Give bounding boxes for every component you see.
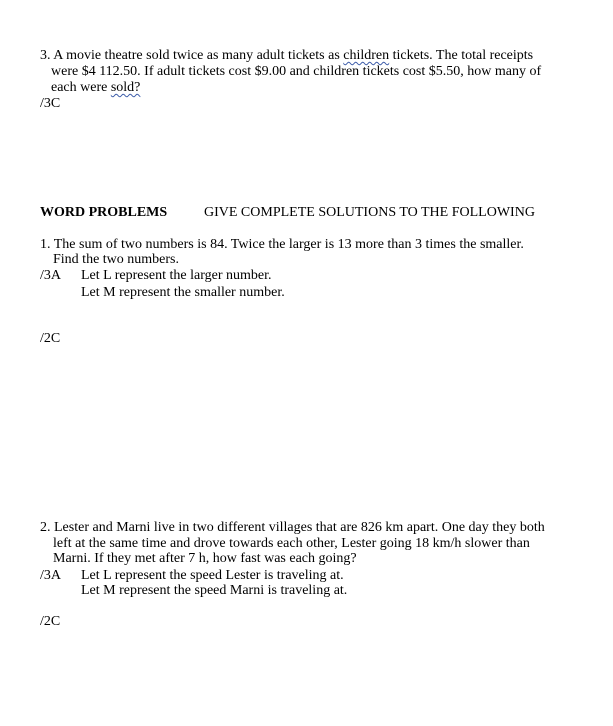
problem-2-let-m: Let M represent the speed Marni is traveling at.	[81, 583, 348, 598]
problem-1-line-2: Find the two numbers.	[53, 252, 179, 267]
problem-1-let-m: Let M represent the smaller number.	[81, 285, 285, 300]
problem-3-text-end: each were	[51, 80, 111, 95]
problem-3-line-3	[51, 80, 140, 96]
problem-1-mark-c: /2C	[40, 331, 61, 346]
problem-2-mark-a: /3A	[40, 568, 61, 583]
problem-2-let-l: Let L represent the speed Lester is traveling at.	[81, 568, 344, 583]
problem-1-let-l: Let L represent the larger number.	[81, 268, 272, 283]
section-instruction: GIVE COMPLETE SOLUTIONS TO THE FOLLOWING	[204, 205, 535, 220]
problem-2-line-1: 2. Lester and Marni live in two different villages that are 826 km apart. One day they both	[40, 520, 545, 535]
problem-3-text-cont: tickets. The total receipts	[389, 48, 534, 63]
problem-3-text: 3. A movie theatre sold twice as many adult tickets as	[40, 48, 344, 63]
problem-2-line-3: Marni. If they met after 7 h, how fast was each going?	[53, 551, 357, 566]
problem-1-line-1: 1. The sum of two numbers is 84. Twice the larger is 13 more than 3 times the smaller.	[40, 237, 524, 252]
spellcheck-word-children: children	[343, 48, 390, 63]
problem-3-mark: /3C	[40, 96, 61, 111]
problem-1-mark-a: /3A	[40, 268, 61, 283]
section-title: WORD PROBLEMS	[40, 205, 168, 220]
problem-3-line-1	[40, 48, 533, 64]
spellcheck-word-sold: sold?	[110, 80, 141, 95]
problem-2-mark-c: /2C	[40, 614, 61, 629]
problem-2-line-2: left at the same time and drove towards each other, Lester going 18 km/h slower than	[53, 536, 530, 551]
problem-3-line-2: were $4 112.50. If adult tickets cost $9.00 and children tickets cost $5.50, how many of	[51, 64, 542, 79]
